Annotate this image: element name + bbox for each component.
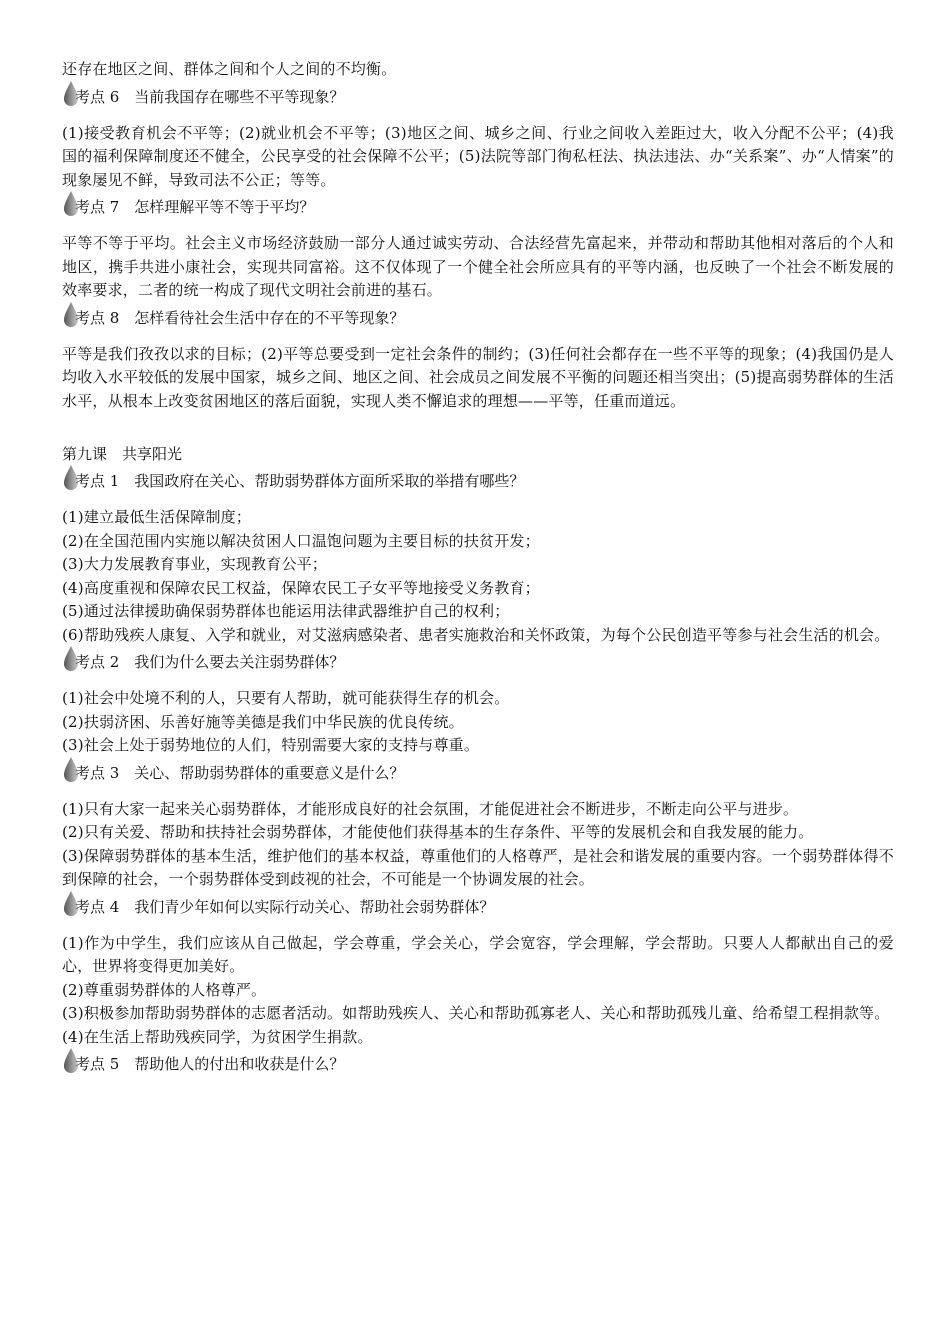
question-title: 考点 6 当前我国存在哪些不平等现象？ bbox=[75, 87, 345, 106]
question-title: 考点 5 帮助他人的付出和收获是什么？ bbox=[75, 1055, 345, 1073]
list-item: (3)社会上处于弱势地位的人们，特别需要大家的支持与尊重。 bbox=[62, 736, 480, 754]
list-item: (2)在全国范围内实施以解决贫困人口温饱问题为主要目标的扶贫开发； bbox=[62, 531, 540, 550]
question-heading-4 bbox=[62, 896, 894, 924]
list-item: (1)作为中学生，我们应该从自己做起，学会尊重，学会关心，学会宽容，学会理解，学会帮助。只要人人都献出自己的爱心，世界将变得更加美好。 bbox=[62, 933, 894, 975]
list-item: (1)社会中处境不利的人，只要有人帮助，就可能获得生存的机会。 bbox=[62, 689, 510, 707]
question-title: 考点 4 我们青少年如何以实际行动关心、帮助社会弱势群体？ bbox=[75, 897, 495, 916]
answer-paragraph: 平等是我们孜孜以求的目标；(2)平等总要受到一定社会条件的制约；(3)任何社会都存在一些不平等的现象；(4)我国仍是人均收入水平较低的发展中国家，城乡之间、地区之间、社会成员之间发展不平衡的问题还相当突出；(5)提高弱势群体的生活水平，从根本上改变贫困地区的落后面貌，实现人类不懈追求的理想——平等，任重而道远。 bbox=[62, 344, 894, 410]
list-item: (4)高度重视和保障农民工权益，保障农民工子女平等地接受义务教育； bbox=[62, 578, 540, 597]
question-heading-5 bbox=[62, 1053, 894, 1081]
list-item: (3)积极参加帮助弱势群体的志愿者活动。如帮助残疾人、关心和帮助孤寡老人、关心和帮助孤残儿童、给希望工程捐款等。 bbox=[62, 1004, 890, 1022]
list-item: (3)保障弱势群体的基本生活，维护他们的基本权益，尊重他们的人格尊严，是社会和谐发展的重要内容。一个弱势群体得不到保障的社会，一个弱势群体受到歧视的社会，不可能是一个协调发展的社会。 bbox=[62, 846, 894, 888]
question-heading-8 bbox=[62, 307, 894, 335]
question-title: 考点 3 关心、帮助弱势群体的重要意义是什么？ bbox=[75, 763, 405, 782]
list-item: (4)在生活上帮助残疾同学，为贫困学生捐款。 bbox=[62, 1027, 373, 1046]
answer-paragraph: (1)接受教育机会不平等；(2)就业机会不平等；(3)地区之间、城乡之间、行业之间收入差距过大，收入分配不公平；(4)我国的福利保障制度还不健全，公民享受的社会保障不公平；(5)法院等部门徇私枉法、执法违法、办“关系案”、办“人情案”的现象屡见不鲜，导致司法不公正；等等。 bbox=[62, 123, 894, 189]
list-item: (1)建立最低生活保障制度； bbox=[62, 508, 252, 526]
question-title: 考点 2 我们为什么要去关注弱势群体？ bbox=[75, 653, 345, 671]
answer-paragraph: 平等不等于平均。社会主义市场经济鼓励一部分人通过诚实劳动、合法经营先富起来，并带动和帮助其他相对落后的个人和地区，携手共进小康社会，实现共同富裕。这不仅体现了一个健全社会所应具有的平等内涵，也反映了一个社会不断发展的效率要求，二者的统一构成了现代文明社会前进的基石。 bbox=[62, 234, 894, 299]
lesson-title: 第九课 共享阳光 bbox=[62, 445, 183, 463]
question-heading-1 bbox=[62, 470, 894, 498]
question-title: 考点 7 怎样理解平等不等于平均？ bbox=[75, 198, 315, 216]
question-heading-7 bbox=[62, 196, 894, 224]
list-item: (5)通过法律援助确保弱势群体也能运用法律武器维护自己的权利； bbox=[62, 602, 510, 620]
list-item: (2)尊重弱势群体的人格尊严。 bbox=[62, 980, 267, 999]
list-item: (6)帮助残疾人康复、入学和就业，对艾滋病感染者、患者实施救治和关怀政策，为每个公民创造平等参与社会生活的机会。 bbox=[62, 625, 890, 644]
intro-paragraph: 还存在地区之间、群体之间和个人之间的不均衡。 bbox=[62, 60, 397, 78]
question-heading-2 bbox=[62, 651, 894, 679]
list-item: (2)扶弱济困、乐善好施等美德是我们中华民族的优良传统。 bbox=[62, 712, 464, 731]
list-item: (3)大力发展教育事业，实现教育公平； bbox=[62, 555, 328, 573]
list-item: (1)只有大家一起来关心弱势群体，才能形成良好的社会氛围，才能促进社会不断进步，不断走向公平与进步。 bbox=[62, 799, 799, 818]
question-title: 考点 8 怎样看待社会生活中存在的不平等现象？ bbox=[75, 308, 405, 327]
document-page bbox=[62, 58, 894, 1089]
question-heading-3 bbox=[62, 762, 894, 790]
question-heading-6 bbox=[62, 86, 894, 114]
list-item: (2)只有关爱、帮助和扶持社会弱势群体，才能使他们获得基本的生存条件、平等的发展机会和自我发展的能力。 bbox=[62, 823, 814, 841]
question-title: 考点 1 我国政府在关心、帮助弱势群体方面所采取的举措有哪些？ bbox=[75, 472, 525, 490]
